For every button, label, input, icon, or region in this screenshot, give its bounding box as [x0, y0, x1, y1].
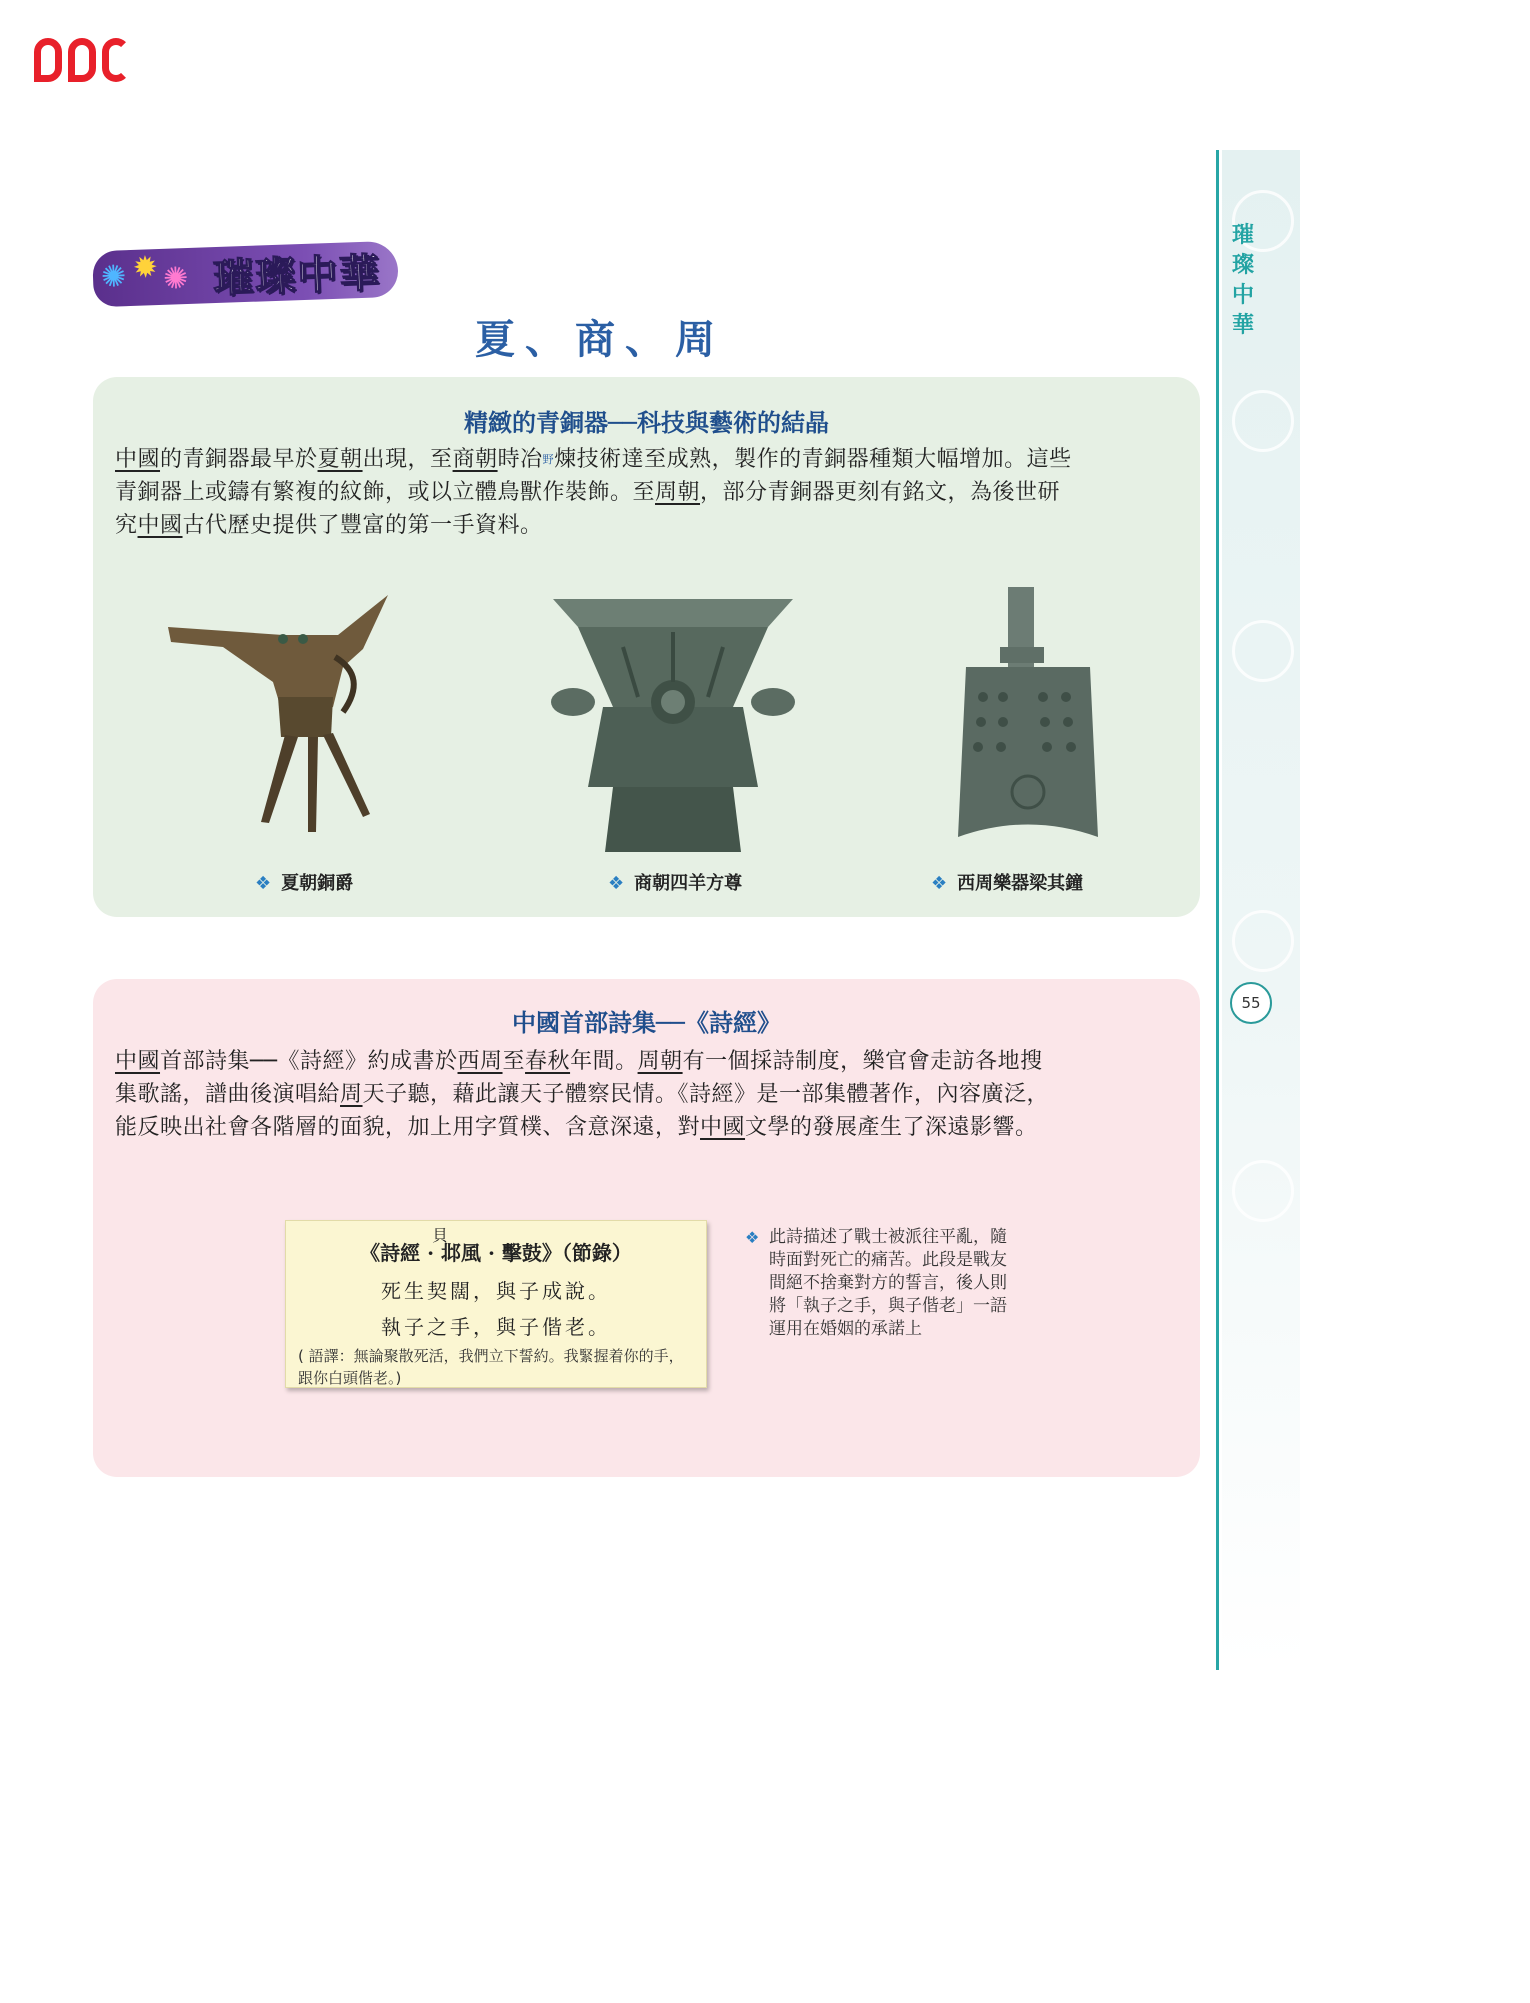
logo-letter-p1: [34, 38, 62, 82]
shijing-card-title: 中國首部詩集──《詩經》: [512, 1009, 781, 1037]
western-zhou-liangqi-bell-image: [948, 587, 1108, 847]
publisher-logo: [34, 38, 130, 82]
shijing-paragraph: 中國首部詩集──《詩經》約成書於西周至春秋年間。周朝有一個採詩制度，樂官會走訪各地搜 集歌謠，譜曲後演唱給周天子聽，藉此讓天子體察民情。《詩經》是一部集體著作，內容廣泛， 能反映出社會各階層的面貌，加上用字質樸、含意深遠，對中國文學的發展產生了深遠影響。: [115, 1049, 1050, 1140]
diamond-bullet-icon: ❖: [608, 873, 625, 894]
logo-letter-p2: [68, 38, 96, 82]
xia-bronze-jue-image: [163, 587, 413, 837]
ruby-annotation: 野: [542, 453, 555, 466]
shijing-card: [93, 979, 1200, 1477]
logo-letter-c: [102, 38, 130, 82]
fireworks-icon: ✺ ✹ ✺: [100, 250, 189, 297]
banner-title: 璀璨中華: [212, 248, 382, 302]
poem-note-card: [285, 1220, 707, 1388]
section-banner: [92, 241, 399, 308]
poem-title: 《詩經 · 邶風 · 擊鼓》（節錄）: [360, 1241, 632, 1265]
poem-line-2: 執子之手，與子偕老。: [381, 1315, 611, 1339]
poem-explanation: [745, 1226, 1025, 1341]
side-decoration: [1222, 150, 1300, 1670]
bronze-card: [93, 377, 1200, 917]
poem-translation: ( 語譯：無論聚散死活，我們立下誓約。我緊握着你的手，跟你白頭偕老。): [298, 1347, 684, 1387]
bronze-paragraph: 中國的青銅器最早於夏朝出現，至商朝時冶$^野$煉技術達至成熟，製作的青銅器種類大幅增加。這些 青銅器上或鑄有繁複的紋飾，或以立體鳥獸作裝飾。至周朝，部分青銅器更刻有銘文，為後世研 究中國古代歷史提供了豐富的第一手資料。: [115, 447, 1072, 538]
caption-jue: ❖ 夏朝銅爵: [255, 873, 354, 894]
side-chapter-title: 璀璨中華: [1231, 222, 1254, 338]
poem-explanation-text: 此詩描述了戰士被派往平亂，隨時面對死亡的痛苦。此段是戰友間絕不捨棄對方的誓言，後人則將「執子之手，與子偕老」一語運用在婚姻的承諾上: [769, 1227, 1007, 1339]
bronze-card-title: 精緻的青銅器──科技與藝術的結晶: [464, 409, 829, 437]
side-divider: [1216, 150, 1219, 1670]
caption-zun: ❖ 商朝四羊方尊: [608, 873, 743, 894]
diamond-bullet-icon: ❖: [931, 873, 948, 894]
shang-four-ram-zun-image: [543, 587, 803, 857]
diamond-bullet-icon: ❖: [745, 1228, 760, 1247]
diamond-bullet-icon: ❖: [255, 873, 272, 894]
page-number: 55: [1230, 982, 1272, 1024]
section-title: 夏、商、周: [475, 316, 725, 363]
poem-line-1: 死生契闊，與子成說。: [381, 1279, 611, 1303]
ruby-annotation: 貝: [432, 1226, 449, 1245]
caption-bell: ❖ 西周樂器梁其鐘: [931, 873, 1084, 894]
